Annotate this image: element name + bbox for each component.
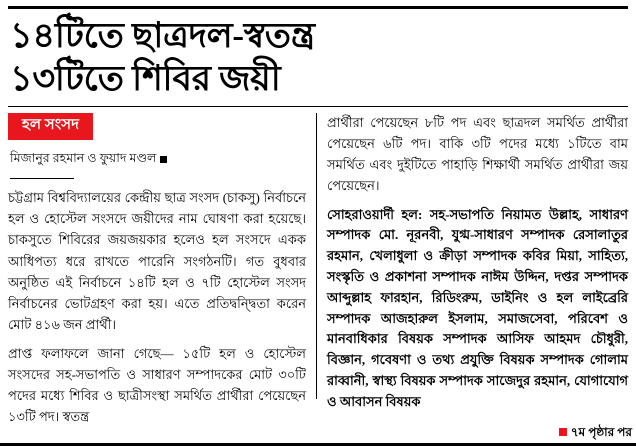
status-badge: হল সংসদ xyxy=(8,113,93,140)
byline-authors: মিজানুর রহমান ও ফুয়াদ মণ্ডল xyxy=(10,151,157,166)
left-paragraph-2: প্রাপ্ত ফলাফলে জানা গেছে— ১৫টি হল ও হোস্টেল সংসদের সহ-সভাপতি ও সাধারণ সম্পাদকের মোট ৩০টি পদের মধ্যে শিবির ও ছাত্রীসংস্থা সমর্থিত প্রার্থীরা পেয়েছেন ১৩টি পদ। স্বতন্ত্র xyxy=(8,345,306,424)
column-divider xyxy=(316,113,317,399)
kicker-wrapper xyxy=(8,113,306,140)
left-column xyxy=(8,113,316,424)
article-body xyxy=(8,113,628,424)
jump-line-label: ৭ম পৃষ্ঠার পর xyxy=(570,425,632,439)
right-paragraph-1: প্রার্থীরা পেয়েছেন ৮টি পদ এবং ছাত্রদল সমর্থিত প্রার্থীরা পেয়েছেন ৬টি পদ। বাকি ৩টি পদের মধ্যে ১টিতে বাম সমর্থিত এবং দুইটিতে পাহাড়ি শিক্ষার্থী সমর্থিত প্রার্থীরা জয় পেয়েছেন। xyxy=(327,115,628,193)
byline xyxy=(10,150,306,170)
page-title xyxy=(10,15,628,100)
headline-line-1: ১৪টিতে ছাত্রদল-স্বতন্ত্র xyxy=(10,16,315,55)
byline-divider xyxy=(10,178,74,179)
byline-square-icon xyxy=(160,156,167,163)
headline-divider xyxy=(8,106,628,107)
right-paragraph-2: সোহরাওয়ার্দী হল: সহ-সভাপতি নিয়ামত উল্লাহ, সাধারণ সম্পাদক মো. নূরনবী, যুগ্ম-সাধারণ সম্পাদক রেসালাতুর রহমান, খেলাধুলা ও ক্রীড়া সম্পাদক কবির মিয়া, সাহিত্য, সংস্কৃতি ও প্রকাশনা সম্পাদক নাঈম উদ্দিন, দপ্তর সম্পাদক আব্দুল্লাহ ফারহান, রিডিংরুম, ডাইনিং ও হল লাইব্রেরি সম্পাদক আজহারুল ইসলাম, সমাজসেবা, পরিবেশ ও মানবাধিকার বিষয়ক সম্পাদক আসিফ আহমদ চৌধুরী, বিজ্ঞান, গবেষণা ও তথ্য প্রযুক্তি বিষয়ক সম্পাদক গোলাম রাব্বানী, স্বাস্থ্য বিষয়ক সম্পাদক সাজেদুর রহমান, যোগাযোগ ও আবাসন বিষয়ক xyxy=(327,206,628,409)
jump-marker-icon xyxy=(559,428,567,436)
jump-line xyxy=(559,424,632,444)
headline-line-2: ১৩টিতে শিবির জয়ী xyxy=(10,58,281,98)
right-column xyxy=(323,113,628,409)
top-divider xyxy=(8,6,628,9)
left-paragraph-1: চট্টগ্রাম বিশ্ববিদ্যালয়ের কেন্দ্রীয় ছাত্র সংসদ (চাকসু) নির্বাচনে হল ও হোস্টেল সংসদে জয়ীদের নাম ঘোষণা করা হয়েছে। চাকসুতে শিবিরের জয়জয়কার হলেও হল সংসদে একক আধিপত্য ধরে রাখতে পারেনি সংগঠনটি। গত বুধবার অনুষ্ঠিত এই নির্বাচনে ১৪টি হল ও ৭টি হোস্টেল সংসদ নির্বাচনের ভোটগ্রহণ করা হয়। এতে প্রতিদ্বন্দ্বিতা করেন মোট ৪১৬ জন প্রার্থী। xyxy=(8,190,306,332)
